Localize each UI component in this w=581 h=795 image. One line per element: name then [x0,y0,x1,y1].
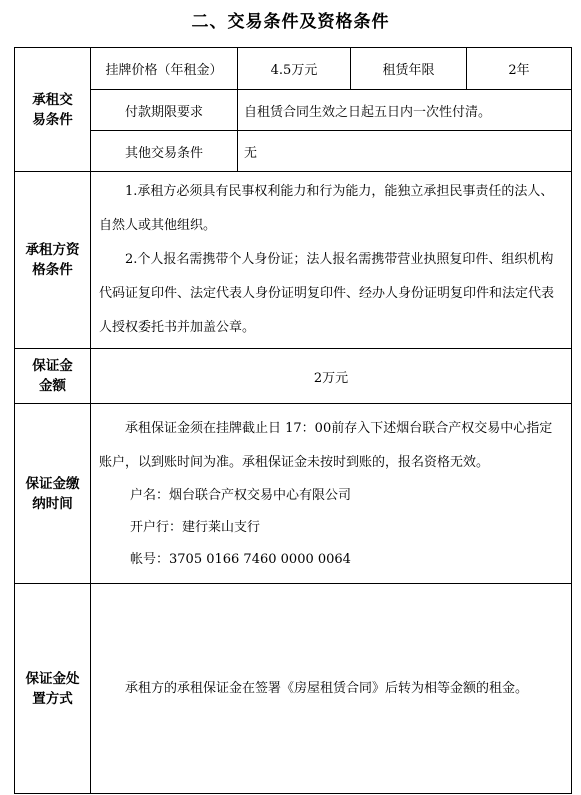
payment-label: 付款期限要求 [91,90,238,131]
deposit-time-header: 保证金缴纳时间 [15,404,91,584]
deposit-time-text: 承租保证金须在挂牌截止日 17：00前存入下述烟台联合产权交易中心指定账户，以到账时间为准。承租保证金未按时到账的，报名资格无效。 [99,420,553,470]
term-label: 租赁年限 [351,48,467,90]
qualification-content [91,172,572,349]
deposit-handling-header: 保证金处置方式 [15,584,91,794]
bank-name: 开户行：建行莱山支行 [130,519,261,535]
qualification-item: 1.承租方必须具有民事权利能力和行为能力，能独立承担民事责任的法人、自然人或其他组织。 [99,184,554,233]
deposit-time-content [91,404,572,584]
qualification-item: 2.个人报名需携带个人身份证；法人报名需携带营业执照复印件、组织机构代码证复印件、法定代表人身份证明复印件、经办人身份证明复印件和法定代表人授权委托书并加盖公章。 [99,252,555,335]
conditions-table [14,47,572,794]
payment-value: 自租赁合同生效之日起五日内一次性付清。 [238,90,572,131]
price-label: 挂牌价格（年租金） [91,48,238,90]
other-conditions-value: 无 [238,131,572,172]
account-name: 户名：烟台联合产权交易中心有限公司 [130,487,352,503]
page-title: 二、交易条件及资格条件 [191,12,390,32]
deposit-handling-content [91,584,572,794]
deposit-amount-value: 2万元 [91,349,572,404]
term-value: 2年 [467,48,572,90]
deposit-handling-text: 承租方的承租保证金在签署《房屋租赁合同》后转为相等金额的租金。 [125,680,529,696]
account-number: 帐号：3705 0166 7460 0000 0064 [130,551,351,567]
trade-conditions-header: 承租交易条件 [15,48,91,172]
other-conditions-label: 其他交易条件 [91,131,238,172]
price-value: 4.5万元 [238,48,351,90]
deposit-amount-header: 保证金金额 [15,349,91,404]
qualification-header: 承租方资格条件 [15,172,91,349]
